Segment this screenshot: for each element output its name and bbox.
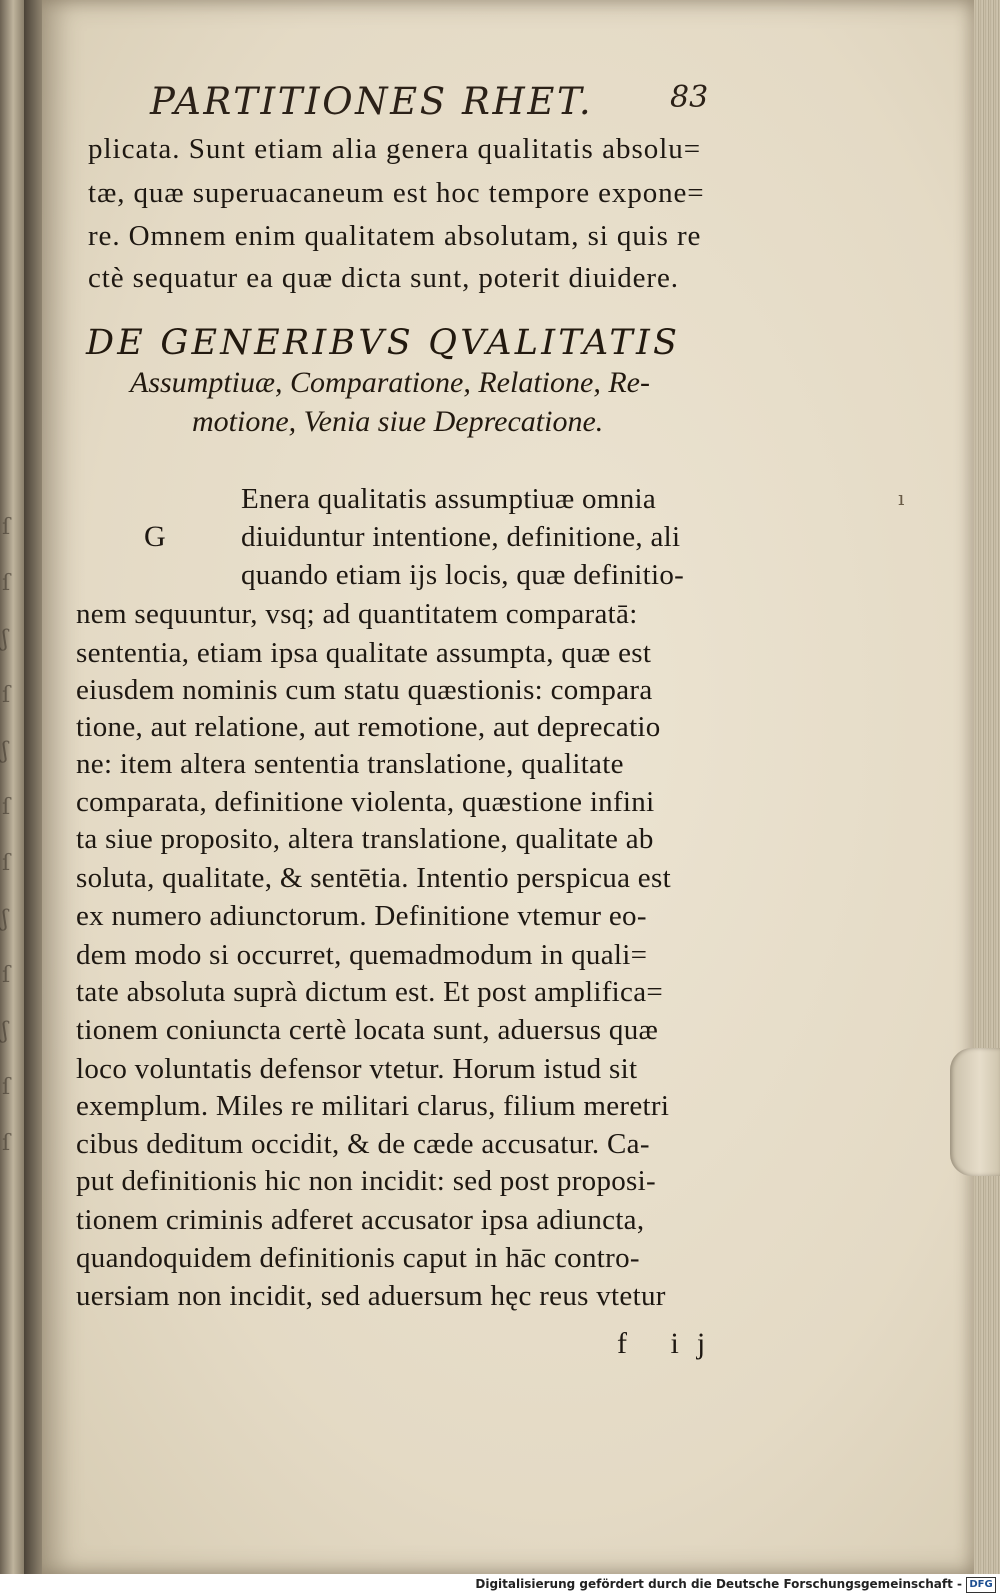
running-title: PARTITIONES RHET. — [150, 80, 594, 123]
body-line-1: Enera qualitatis assumptiuæ omnia — [241, 483, 657, 515]
body-line-8: ne: item altera sententia translatione, qualitate — [76, 748, 624, 780]
body-top-line-2: tæ, quæ superuacaneum est hoc tempore expone= — [88, 177, 705, 209]
body-line-11: soluta, qualitate, & sentētia. Intentio perspicua est — [76, 862, 671, 894]
page-tab-marker — [950, 1048, 1000, 1176]
body-line-16: loco voluntatis defensor vtetur. Horum istud sit — [76, 1053, 638, 1085]
signature-mark: f ij — [617, 1327, 724, 1360]
body-line-7: tione, aut relatione, aut remotione, aut deprecatio — [76, 711, 661, 743]
body-line-15: tionem coniuncta certè locata sunt, aduersus quæ — [76, 1014, 659, 1046]
body-top-line-1: plicata. Sunt etiam alia genera qualitatis absolu= — [88, 133, 702, 165]
body-top-line-3: re. Omnem enim qualitatem absolutam, si quis re — [88, 220, 702, 252]
body-line-9: comparata, definitione violenta, quæstione infini — [76, 786, 655, 818]
section-heading-line-2: motione, Venia siue Deprecatione. — [192, 405, 604, 438]
drop-initial: G — [144, 520, 166, 553]
footer-bar — [0, 1574, 1000, 1596]
body-line-22: uersiam non incidit, sed aduersum hęc reus vtetur — [76, 1280, 666, 1312]
body-line-2: diuiduntur intentione, definitione, ali — [241, 521, 681, 553]
previous-page-show-through: ſ ſ ʃ ſ ʃ ſ ſ ʃ ſ ʃ ſ ſ — [2, 515, 11, 1156]
body-line-4: nem sequuntur, vsq; ad quantitatem comparatā: — [76, 598, 638, 630]
body-line-12: ex numero adiunctorum. Definitione vtemur eo- — [76, 900, 647, 932]
previous-page-edge — [0, 0, 24, 1574]
body-line-21: quandoquidem definitionis caput in hāc contro- — [76, 1242, 640, 1274]
body-line-10: ta siue proposito, altera translatione, qualitate ab — [76, 823, 654, 855]
section-heading-caps: DE GENERIBVS QVALITATIS — [86, 323, 681, 363]
body-line-17: exemplum. Miles re militari clarus, filium meretri — [76, 1090, 670, 1122]
folio-number: 83 — [670, 80, 709, 115]
section-heading-line-1: Assumptiuæ, Comparatione, Relatione, Re- — [130, 366, 650, 399]
body-line-3: quando etiam ijs locis, quæ definitio- — [241, 559, 685, 591]
body-line-6: eiusdem nominis cum statu quæstionis: compara — [76, 674, 653, 706]
body-line-19: put definitionis hic non incidit: sed post proposi- — [76, 1165, 656, 1197]
body-top-line-4: ctè sequatur ea quæ dicta sunt, poterit diuidere. — [88, 262, 679, 294]
body-line-13: dem modo si occurret, quemadmodum in quali= — [76, 939, 648, 971]
book-gutter — [24, 0, 42, 1574]
book-fore-edge — [974, 0, 1000, 1574]
body-line-18: cibus deditum occidit, & de cæde accusatur. Ca- — [76, 1128, 650, 1160]
dfg-logo-icon: DFG — [966, 1577, 996, 1593]
footer-credit: Digitalisierung gefördert durch die Deutsche Forschungsgemeinschaft - — [475, 1577, 962, 1591]
body-line-14: tate absoluta suprà dictum est. Et post amplifica= — [76, 976, 664, 1008]
body-line-20: tionem criminis adferet accusator ipsa adiuncta, — [76, 1204, 645, 1236]
body-line-5: sententia, etiam ipsa qualitate assumpta, quæ est — [76, 637, 652, 669]
margin-mark: ı — [898, 486, 905, 510]
